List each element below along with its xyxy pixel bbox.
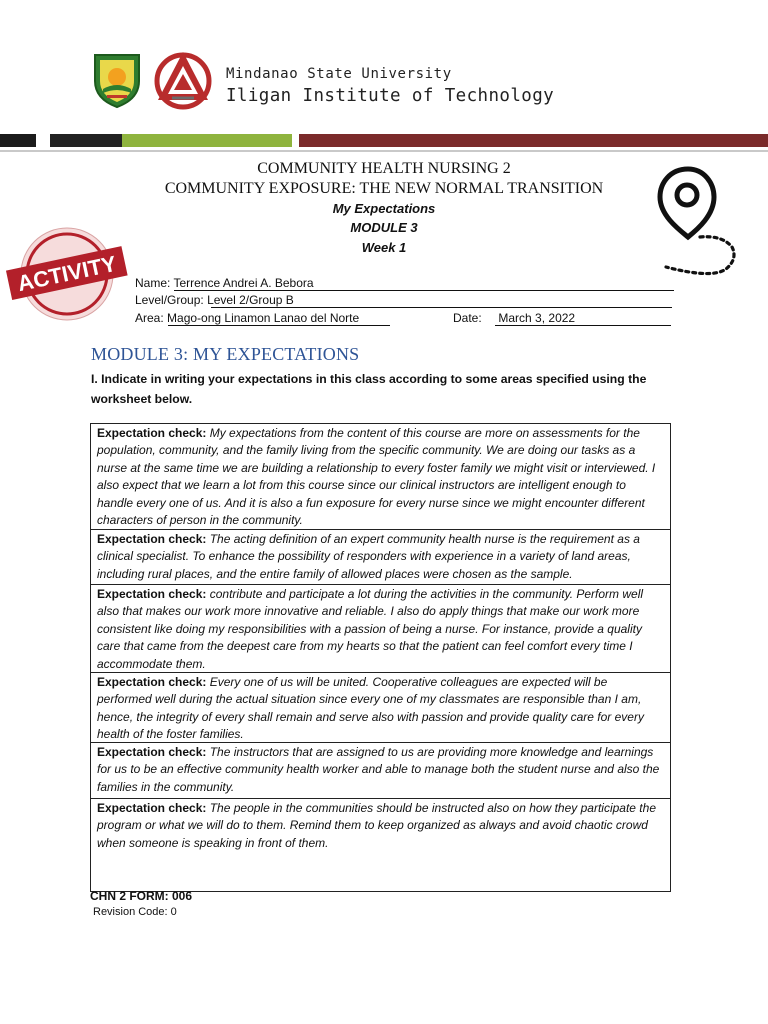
level-value: Level 2/Group B — [207, 293, 294, 307]
expectation-check-label: Expectation check: — [97, 426, 207, 440]
area-value: Mago-ong Linamon Lanao del Norte — [167, 311, 360, 325]
expectation-check-text: The people in the communities should be instructed also on how they participate the program or what we will do to them. Remind them to keep organized as always and avoid chaotic crowd when someone is speaking in front of them. — [97, 801, 656, 850]
iit-logo — [152, 48, 214, 110]
expectation-check-label: Expectation check: — [97, 745, 207, 759]
level-label: Level/Group: — [135, 293, 204, 307]
date-value: March 3, 2022 — [498, 311, 576, 325]
header-band-gap — [36, 134, 50, 147]
activity-stamp-text: ACTIVITY — [15, 250, 119, 297]
date-underline — [495, 325, 671, 326]
name-underline — [174, 290, 674, 291]
activity-title: My Expectations — [332, 201, 436, 216]
name-value: Terrence Andrei A. Bebora — [173, 276, 314, 290]
msu-seal-logo — [91, 51, 143, 109]
module-label: MODULE 3 — [350, 220, 418, 235]
course-title: COMMUNITY HEALTH NURSING 2 — [257, 160, 511, 177]
name-label: Name: — [135, 276, 171, 290]
expectation-check-text: My expectations from the content of this course are more on assessments for the population, community, and the family living from the specific community. We are doing our tasks as a nurse at the same time we are building a relationship to every foster family we might visit or interviewed. I also expect that we learn a lot from this course since our clinical instructors are intelligent enough to handle every one of us. And it is also a fun exposure for every nurse since we might encounter different characters of person in the community. — [97, 426, 656, 528]
expectation-check-label: Expectation check: — [97, 675, 207, 689]
expectations-table — [90, 423, 671, 892]
form-code: CHN 2 FORM: 006 — [90, 889, 193, 903]
header-band-maroon — [299, 134, 768, 147]
week-label: Week 1 — [361, 240, 407, 255]
expectation-check-text: The instructors that are assigned to us are providing more knowledge and learnings for us to be an effective community health worker and able to manage both the student nurse and also the families in the community. — [97, 745, 660, 794]
expectation-cell — [91, 743, 670, 799]
expectation-cell — [91, 530, 670, 585]
revision-code: Revision Code: 0 — [93, 906, 177, 918]
area-underline — [168, 325, 390, 326]
expectation-cell — [91, 799, 670, 891]
level-row — [135, 293, 294, 307]
area-row — [135, 311, 359, 325]
expectation-check-label: Expectation check: — [97, 532, 207, 546]
expectation-cell — [91, 673, 670, 743]
expectation-check-text: The acting definition of an expert community health nurse is the requirement as a clinical specialist. To enhance the possibility of responders with experience in a variety of land areas, including rural places, and the entire family of allowed places were chosen as the sample. — [97, 532, 640, 581]
date-label: Date: — [453, 311, 482, 325]
activity-stamp — [6, 224, 128, 324]
expectation-check-label: Expectation check: — [97, 587, 207, 601]
name-row — [135, 276, 314, 290]
course-subtitle: COMMUNITY EXPOSURE: THE NEW NORMAL TRANSITION — [164, 180, 604, 197]
expectation-cell — [91, 585, 670, 673]
level-underline — [211, 307, 672, 308]
expectation-check-text: contribute and participate a lot during the activities in the community. Perform well also that makes our work more innovative and reliable. I also do apply things that make our work more consistent like doing my responsibilities with a passion of being a nurse. For instance, provide a quality care that came from the deepest care from my hearts so that the patient can feel comfort every time I accommodate them. — [97, 587, 644, 671]
header-band-green — [122, 134, 292, 147]
institute-name: Iligan Institute of Technology — [226, 86, 555, 106]
header-divider — [0, 150, 768, 152]
expectation-check-label: Expectation check: — [97, 801, 207, 815]
university-name: Mindanao State University — [226, 66, 452, 82]
date-row — [453, 311, 575, 325]
module-heading: MODULE 3: MY EXPECTATIONS — [91, 344, 360, 364]
expectation-cell — [91, 424, 670, 530]
header-band-black — [50, 134, 122, 147]
area-label: Area: — [135, 311, 164, 325]
location-pin-icon — [656, 163, 740, 283]
header-band-dark — [0, 134, 36, 147]
instruction-text: I. Indicate in writing your expectations in this class according to some areas specified using the worksheet below. — [91, 372, 647, 406]
expectation-check-text: Every one of us will be united. Cooperative colleagues are expected will be performed well during the actual situation since every one of my classmates are responsible than I am, hence, the integrity of every shall remain and serve also with passion and provide quality care for every health of the foster families. — [97, 675, 644, 742]
